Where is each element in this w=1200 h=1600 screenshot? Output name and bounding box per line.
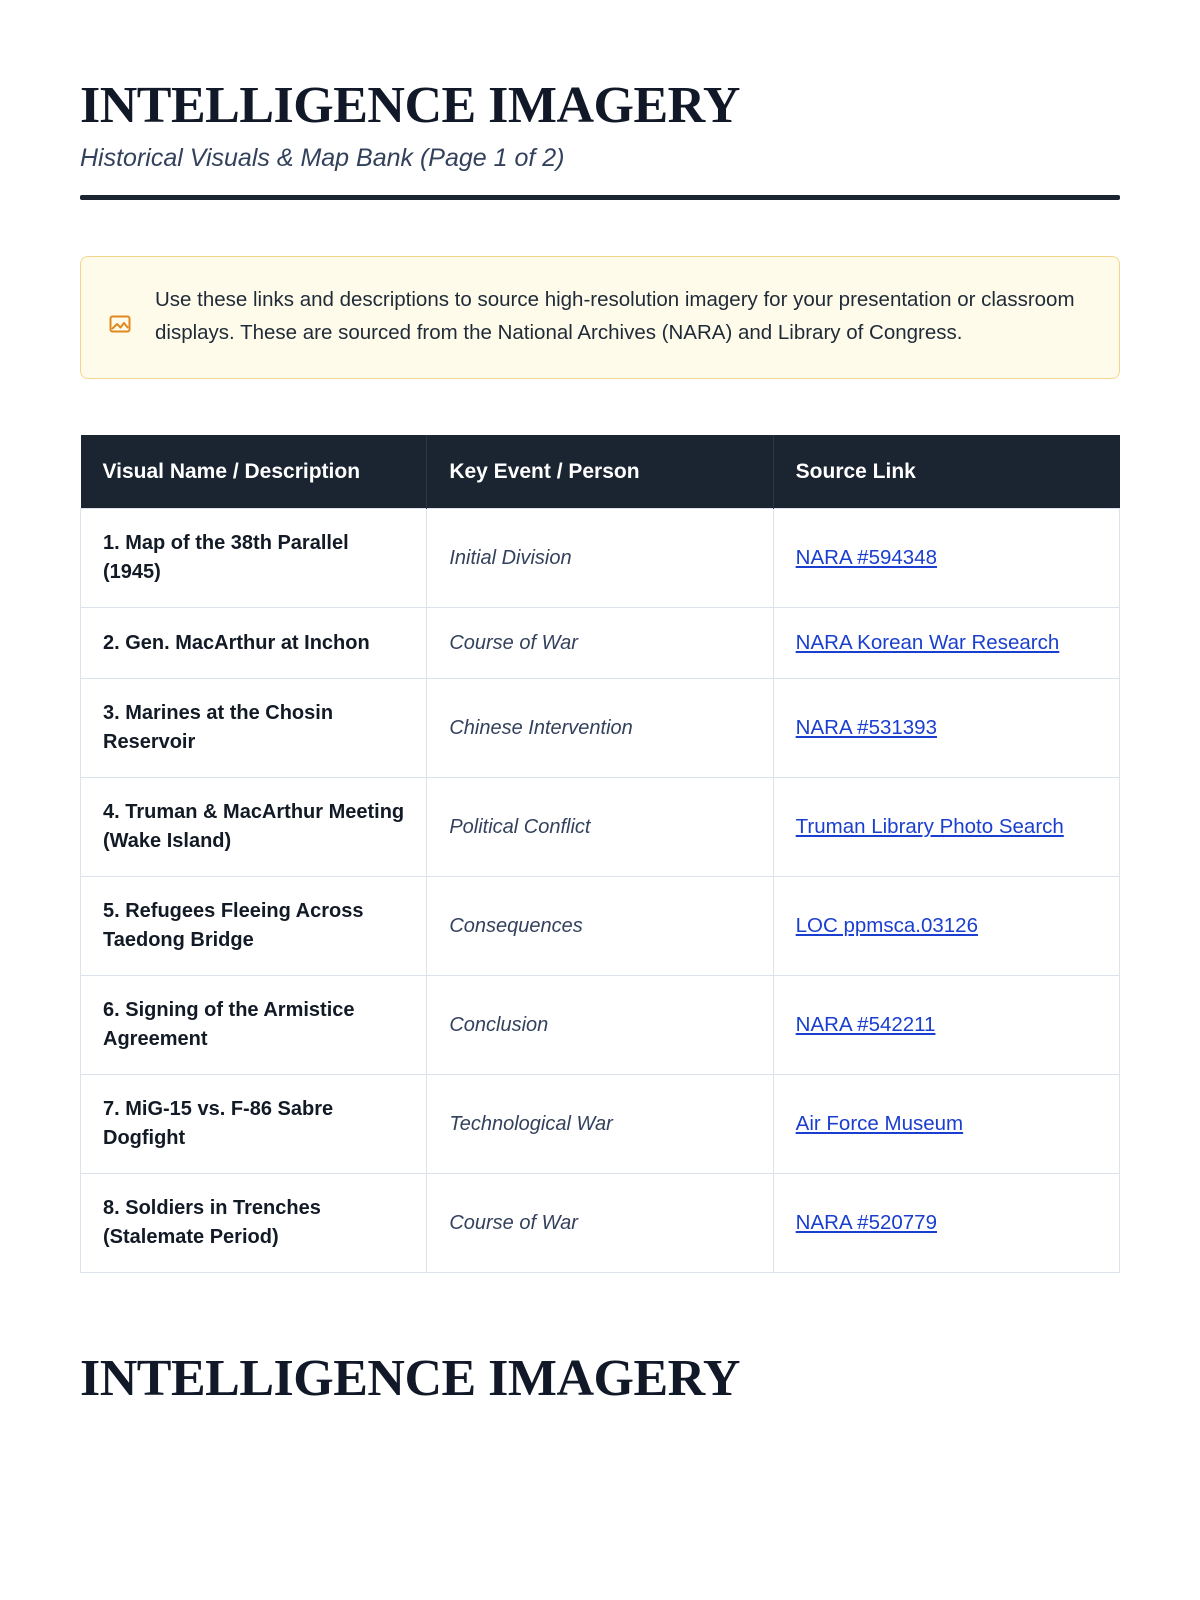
- table-row: [81, 778, 1120, 877]
- table-row: [81, 877, 1120, 976]
- column-header-visual-name: Visual Name / Description: [81, 435, 427, 509]
- title-divider: [80, 195, 1120, 200]
- source-link-cell: [773, 778, 1119, 877]
- key-event: Consequences: [427, 877, 773, 976]
- source-link-cell: [773, 877, 1119, 976]
- key-event: Course of War: [427, 608, 773, 679]
- visual-name: 3. Marines at the Chosin Reservoir: [81, 679, 427, 778]
- source-link[interactable]: NARA Korean War Research: [795, 631, 1060, 655]
- column-header-source-link: Source Link: [773, 435, 1119, 509]
- source-link[interactable]: NARA #542211: [795, 1013, 936, 1037]
- source-link[interactable]: NARA #520779: [795, 1211, 937, 1235]
- table-row: [81, 1075, 1120, 1174]
- info-callout: [80, 256, 1120, 378]
- visual-name: 2. Gen. MacArthur at Inchon: [81, 608, 427, 679]
- table-row: [81, 1174, 1120, 1273]
- next-page-title: INTELLIGENCE IMAGERY: [80, 1350, 740, 1408]
- source-link-cell: [773, 976, 1119, 1075]
- visual-name: 4. Truman & MacArthur Meeting (Wake Island): [81, 778, 427, 877]
- source-link-cell: [773, 509, 1119, 608]
- table-row: [81, 509, 1120, 608]
- callout-text: Use these links and descriptions to source high-resolution imagery for your presentation or classroom displays. These are sourced from the National Archives (NARA) and Library of Congress.: [155, 288, 1075, 345]
- table-header-row: [81, 435, 1120, 509]
- source-link[interactable]: LOC ppmsca.03126: [795, 914, 978, 938]
- table-row: [81, 608, 1120, 679]
- image-icon: [107, 311, 133, 337]
- key-event: Initial Division: [427, 509, 773, 608]
- source-link-cell: [773, 1174, 1119, 1273]
- visual-name: 5. Refugees Fleeing Across Taedong Bridge: [81, 877, 427, 976]
- source-link-cell: [773, 679, 1119, 778]
- visual-name: 6. Signing of the Armistice Agreement: [81, 976, 427, 1075]
- source-link-cell: [773, 608, 1119, 679]
- column-header-key-event: Key Event / Person: [427, 435, 773, 509]
- source-link[interactable]: Truman Library Photo Search: [795, 815, 1064, 839]
- source-link[interactable]: NARA #594348: [795, 546, 937, 570]
- key-event: Course of War: [427, 1174, 773, 1273]
- imagery-table: [80, 435, 1120, 1274]
- key-event: Technological War: [427, 1075, 773, 1174]
- source-link-cell: [773, 1075, 1119, 1174]
- table-row: [81, 679, 1120, 778]
- key-event: Conclusion: [427, 976, 773, 1075]
- visual-name: 7. MiG-15 vs. F-86 Sabre Dogfight: [81, 1075, 427, 1174]
- source-link[interactable]: NARA #531393: [795, 716, 937, 740]
- visual-name: 1. Map of the 38th Parallel (1945): [81, 509, 427, 608]
- table-row: [81, 976, 1120, 1075]
- source-link[interactable]: Air Force Museum: [795, 1112, 964, 1136]
- visual-name: 8. Soldiers in Trenches (Stalemate Period): [81, 1174, 427, 1273]
- key-event: Political Conflict: [427, 778, 773, 877]
- page-subtitle: Historical Visuals & Map Bank (Page 1 of 2): [80, 144, 565, 173]
- page-title: INTELLIGENCE IMAGERY: [80, 77, 740, 134]
- next-page-preview: [80, 1351, 1120, 1407]
- key-event: Chinese Intervention: [427, 679, 773, 778]
